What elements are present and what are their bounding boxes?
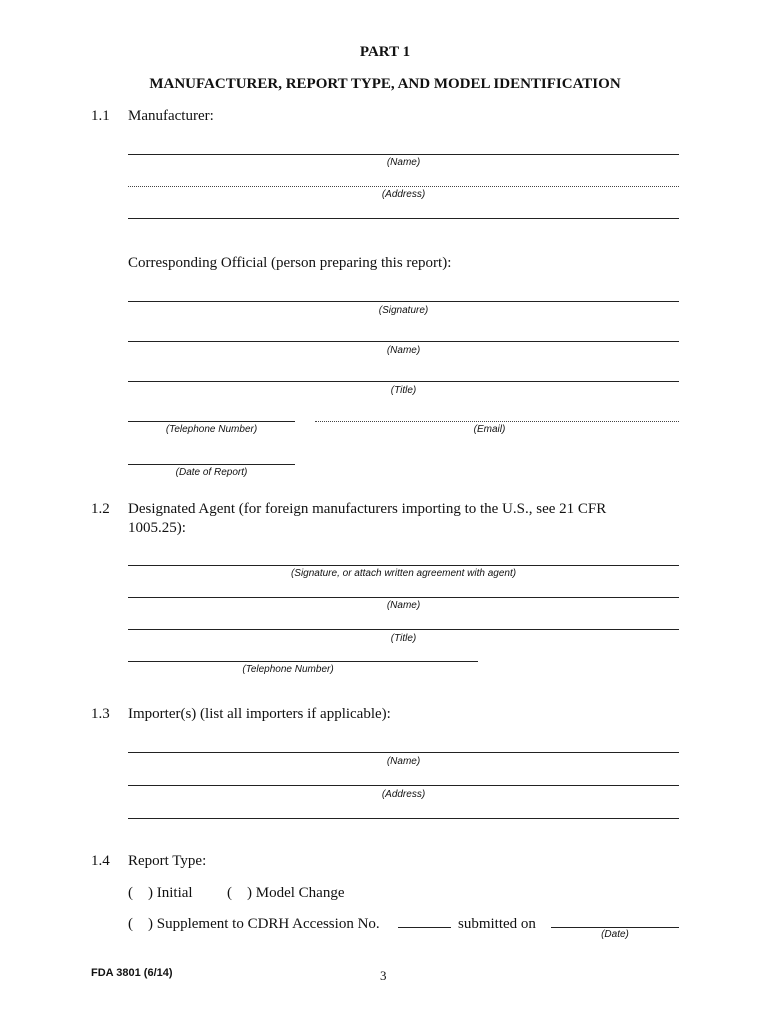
agent-signature-field[interactable] xyxy=(128,565,679,566)
agent-telephone-field[interactable] xyxy=(128,661,478,662)
part-heading: PART 1 xyxy=(359,44,411,60)
official-signature-caption: (Signature) xyxy=(378,305,429,316)
submitted-date-field[interactable] xyxy=(551,927,679,928)
initial-checkbox[interactable]: ( ) Initial xyxy=(128,885,193,901)
corresponding-official-label: Corresponding Official (person preparing this report): xyxy=(128,255,452,271)
manufacturer-name-caption: (Name) xyxy=(386,157,421,168)
manufacturer-address-caption: (Address) xyxy=(381,189,426,200)
manufacturer-address-line-2[interactable] xyxy=(128,218,679,219)
agent-telephone-caption: (Telephone Number) xyxy=(242,664,334,675)
importer-address-field[interactable] xyxy=(128,785,679,786)
supplement-checkbox[interactable]: ( ) Supplement to CDRH Accession No. xyxy=(128,916,380,932)
report-type-label: Report Type: xyxy=(128,853,207,869)
manufacturer-name-field[interactable] xyxy=(128,154,679,155)
official-email-field[interactable] xyxy=(315,421,679,422)
official-title-caption: (Title) xyxy=(390,385,417,396)
designated-agent-label: Designated Agent (for foreign manufacturers importing to the U.S., see 21 CFR xyxy=(128,501,607,517)
designated-agent-label-cont: 1005.25): xyxy=(128,520,186,536)
official-signature-field[interactable] xyxy=(128,301,679,302)
importer-address-line-2[interactable] xyxy=(128,818,679,819)
official-name-field[interactable] xyxy=(128,341,679,342)
official-telephone-caption: (Telephone Number) xyxy=(165,424,258,435)
submitted-on-label: submitted on xyxy=(458,916,536,932)
agent-name-caption: (Name) xyxy=(386,600,421,611)
accession-number-field[interactable] xyxy=(398,927,451,928)
page-number: 3 xyxy=(380,968,387,983)
importers-label: Importer(s) (list all importers if applicable): xyxy=(128,706,391,722)
section-1-4-number: 1.4 xyxy=(91,853,110,869)
date-of-report-caption: (Date of Report) xyxy=(175,467,248,478)
agent-name-field[interactable] xyxy=(128,597,679,598)
section-1-1-number: 1.1 xyxy=(91,108,110,124)
importer-name-caption: (Name) xyxy=(386,756,421,767)
importer-name-field[interactable] xyxy=(128,752,679,753)
section-1-3-number: 1.3 xyxy=(91,706,110,722)
date-of-report-field[interactable] xyxy=(128,464,295,465)
importer-address-caption: (Address) xyxy=(381,789,426,800)
official-email-caption: (Email) xyxy=(473,424,506,435)
model-change-checkbox[interactable]: ( ) Model Change xyxy=(227,885,345,901)
agent-signature-caption: (Signature, or attach written agreement with agent) xyxy=(290,568,517,579)
official-name-caption: (Name) xyxy=(386,345,421,356)
manufacturer-label: Manufacturer: xyxy=(128,108,214,124)
official-title-field[interactable] xyxy=(128,381,679,382)
submitted-date-caption: (Date) xyxy=(601,929,629,940)
agent-title-field[interactable] xyxy=(128,629,679,630)
manufacturer-address-field[interactable] xyxy=(128,186,679,187)
section-1-2-number: 1.2 xyxy=(91,501,110,517)
official-telephone-field[interactable] xyxy=(128,421,295,422)
agent-title-caption: (Title) xyxy=(390,633,417,644)
section-title: MANUFACTURER, REPORT TYPE, AND MODEL IDENTIFICATION xyxy=(149,76,621,92)
form-identifier: FDA 3801 (6/14) xyxy=(91,967,173,979)
